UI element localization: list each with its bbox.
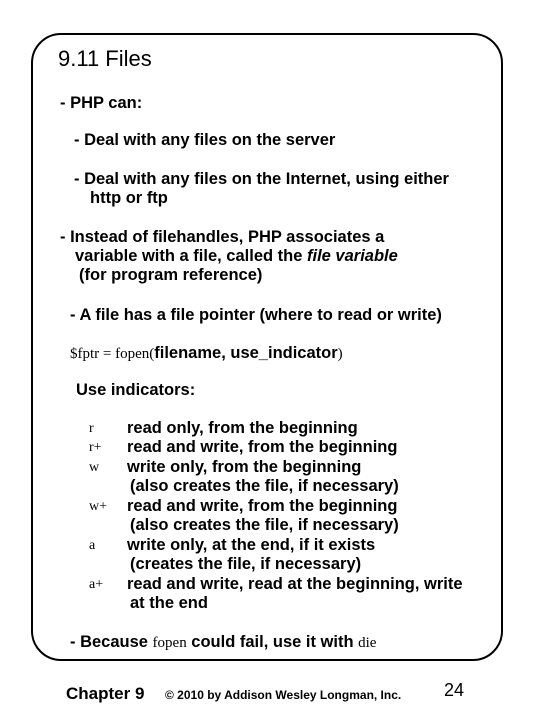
- bullet-fopen-die: [70, 633, 376, 653]
- bullet-filehandles-line3: (for program reference): [79, 266, 263, 284]
- indicator-code: w+: [89, 499, 108, 514]
- fopen-die-mid: could fail, use it with: [186, 633, 359, 651]
- fopen-close: ): [337, 346, 343, 362]
- file-variable-term: file variable: [307, 247, 398, 265]
- bullet-filehandles-line1: - Instead of filehandles, PHP associates a: [60, 228, 385, 246]
- indicator-desc: write only, at the end, if it exists: [127, 536, 376, 554]
- bullet-file-pointer: - A file has a file pointer (where to read or write): [70, 306, 442, 324]
- bullet-internet-files-line1: - Deal with any files on the Internet, using either: [74, 170, 449, 188]
- indicator-desc: read and write, from the beginning: [127, 438, 398, 456]
- filehandles-text: variable with a file, called the: [75, 247, 307, 265]
- footer-copyright: © 2010 by Addison Wesley Longman, Inc.: [165, 688, 402, 702]
- indicator-desc: read and write, read at the beginning, write: [127, 575, 463, 593]
- indicator-desc: read only, from the beginning: [127, 419, 358, 437]
- bullet-php-can: - PHP can:: [60, 94, 143, 112]
- footer-chapter: Chapter 9: [66, 684, 145, 703]
- bullet-filehandles-line2: [75, 247, 398, 266]
- use-indicators-heading: Use indicators:: [76, 381, 196, 399]
- indicator-desc-cont: at the end: [130, 594, 208, 612]
- indicator-desc: write only, from the beginning: [127, 458, 362, 476]
- bullet-internet-files-line2: http or ftp: [90, 189, 168, 207]
- fopen-code: $fptr = fopen(: [70, 346, 155, 362]
- indicator-desc-cont: (creates the file, if necessary): [130, 555, 362, 573]
- die-keyword: die: [358, 635, 377, 651]
- fopen-args: filename, use_indicator: [154, 344, 338, 362]
- footer-page-number: 24: [444, 680, 465, 700]
- bullet-server-files: - Deal with any files on the server: [74, 131, 336, 149]
- slide-title: 9.11 Files: [58, 46, 152, 71]
- fopen-die-text: - Because: [70, 633, 153, 651]
- indicator-code: a: [89, 538, 96, 553]
- indicator-desc-cont: (also creates the file, if necessary): [130, 477, 399, 495]
- indicator-desc-cont: (also creates the file, if necessary): [130, 516, 399, 534]
- indicator-code: r+: [89, 440, 102, 455]
- indicator-desc: read and write, from the beginning: [127, 497, 398, 515]
- indicator-code: a+: [89, 577, 104, 592]
- indicator-code: w: [89, 460, 100, 475]
- indicator-code: r: [89, 421, 94, 436]
- fopen-keyword: fopen: [152, 635, 187, 651]
- fopen-syntax: [70, 344, 343, 364]
